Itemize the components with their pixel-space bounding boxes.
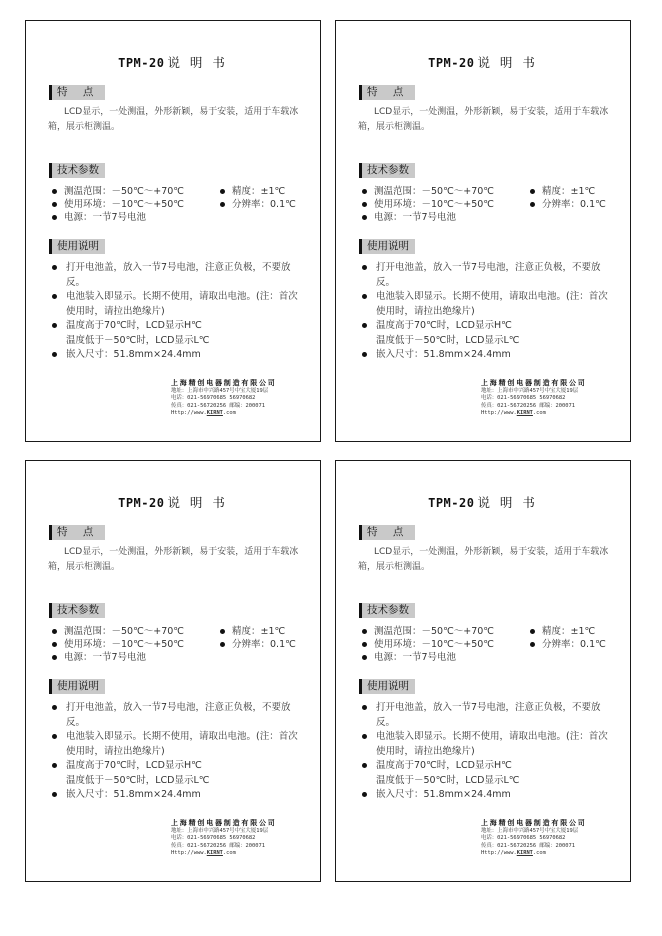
manual-title: [26, 53, 320, 71]
web-prefix: Http://www.: [481, 850, 517, 857]
spec-power: 电源：一节7号电池: [374, 652, 457, 663]
company-fax: 传真：021-56720256 邮编：200071: [171, 842, 266, 849]
spec-env: 使用环境：－10℃～+50℃: [64, 639, 184, 650]
manual-title: [336, 493, 630, 511]
usage-heading: 使用说明: [49, 239, 105, 254]
web-suffix: .com: [222, 850, 236, 857]
spec-row: [362, 638, 612, 651]
manual-card-3: [25, 460, 321, 882]
company-fax: 传真：021-56720256 邮编：200071: [481, 402, 576, 409]
usage-item: 打开电池盖，放入一节7号电池，注意正负极，不要放反。: [52, 261, 306, 290]
spec-power: 电源：一节7号电池: [64, 212, 147, 223]
features-text: LCD显示，一处测温，外形新颖，易于安装，适用于车载冰箱，展示柜测温。: [48, 547, 299, 572]
usage-item: 嵌入尺寸：51.8mm×24.4mm: [52, 788, 306, 803]
usage-item: 温度高于70℃时，LCD显示H℃: [362, 759, 616, 774]
spec-row: [52, 211, 302, 224]
usage-list: [52, 701, 306, 803]
company-info: [171, 380, 311, 418]
features-heading: 特 点: [359, 85, 415, 100]
company-address: 地址：上海市中兴路457号中宝大厦19层: [481, 827, 579, 834]
company-info: [481, 380, 621, 418]
title-word: 说 明 书: [167, 495, 228, 510]
company-fax: 传真：021-56720256 邮编：200071: [481, 842, 576, 849]
company-info: [481, 820, 621, 858]
company-website: [171, 410, 311, 418]
company-name: 上海精创电器制造有限公司: [171, 819, 277, 827]
spec-env: 使用环境：－10℃～+50℃: [374, 199, 494, 210]
spec-row: [52, 651, 302, 664]
usage-list: [52, 261, 306, 363]
spec-resolution: 分辨率：0.1℃: [530, 198, 606, 211]
usage-item: 打开电池盖，放入一节7号电池，注意正负极，不要放反。: [362, 261, 616, 290]
spec-row: [52, 625, 302, 638]
web-suffix: .com: [532, 850, 546, 857]
spec-range: 测温范围：－50℃～+70℃: [374, 186, 494, 197]
features-heading: 特 点: [49, 85, 105, 100]
features-heading: 特 点: [359, 525, 415, 540]
company-address: 地址：上海市中兴路457号中宝大厦19层: [171, 387, 269, 394]
usage-item: 温度低于－50℃时，LCD显示L℃: [66, 334, 210, 346]
manual-title: [26, 493, 320, 511]
company-phone: 电话：021-56970685 56970682: [171, 835, 256, 842]
spec-row: [362, 198, 612, 211]
specs-list: [362, 625, 612, 664]
web-brand: KIRNT: [206, 850, 223, 857]
spec-row: [52, 638, 302, 651]
specs-heading: 技术参数: [49, 603, 105, 618]
usage-item: 打开电池盖，放入一节7号电池，注意正负极，不要放反。: [52, 701, 306, 730]
usage-heading: 使用说明: [359, 239, 415, 254]
specs-list: [52, 185, 302, 224]
spec-precision: 精度：±1℃: [530, 185, 595, 198]
company-address: 地址：上海市中兴路457号中宝大厦19层: [481, 387, 579, 394]
spec-power: 电源：一节7号电池: [64, 652, 147, 663]
features-text: LCD显示，一处测温，外形新颖，易于安装，适用于车载冰箱，展示柜测温。: [48, 107, 299, 132]
web-prefix: Http://www.: [171, 410, 207, 417]
spec-precision: 精度：±1℃: [220, 185, 285, 198]
usage-heading: 使用说明: [49, 679, 105, 694]
usage-item: 温度高于70℃时，LCD显示H℃: [52, 759, 306, 774]
manual-title: [336, 53, 630, 71]
manual-card-4: [335, 460, 631, 882]
model-number: TPM-20: [118, 56, 165, 70]
spec-range: 测温范围：－50℃～+70℃: [64, 186, 184, 197]
features-heading: 特 点: [49, 525, 105, 540]
spec-env: 使用环境：－10℃～+50℃: [374, 639, 494, 650]
usage-item: 打开电池盖，放入一节7号电池，注意正负极，不要放反。: [362, 701, 616, 730]
usage-list: [362, 261, 616, 363]
spec-row: [52, 185, 302, 198]
spec-power: 电源：一节7号电池: [374, 212, 457, 223]
web-prefix: Http://www.: [481, 410, 517, 417]
spec-precision: 精度：±1℃: [220, 625, 285, 638]
company-website: [481, 850, 621, 858]
spec-resolution: 分辨率：0.1℃: [530, 638, 606, 651]
company-info: [171, 820, 311, 858]
spec-precision: 精度：±1℃: [530, 625, 595, 638]
usage-item: 电池装入即显示。长期不使用，请取出电池。(注：首次使用时，请拉出绝缘片): [52, 730, 306, 759]
title-word: 说 明 书: [477, 55, 538, 70]
spec-resolution: 分辨率：0.1℃: [220, 198, 296, 211]
usage-item: 电池装入即显示。长期不使用，请取出电池。(注：首次使用时，请拉出绝缘片): [52, 290, 306, 319]
company-phone: 电话：021-56970685 56970682: [481, 395, 566, 402]
company-phone: 电话：021-56970685 56970682: [171, 395, 256, 402]
spec-row: [362, 185, 612, 198]
model-number: TPM-20: [428, 56, 475, 70]
usage-item: 嵌入尺寸：51.8mm×24.4mm: [362, 348, 616, 363]
web-brand: KIRNT: [206, 410, 223, 417]
usage-list: [362, 701, 616, 803]
specs-heading: 技术参数: [359, 163, 415, 178]
web-brand: KIRNT: [516, 850, 533, 857]
company-address: 地址：上海市中兴路457号中宝大厦19层: [171, 827, 269, 834]
model-number: TPM-20: [118, 496, 165, 510]
usage-heading: 使用说明: [359, 679, 415, 694]
company-phone: 电话：021-56970685 56970682: [481, 835, 566, 842]
title-word: 说 明 书: [167, 55, 228, 70]
web-suffix: .com: [532, 410, 546, 417]
spec-row: [362, 625, 612, 638]
specs-list: [52, 625, 302, 664]
company-website: [171, 850, 311, 858]
usage-item: 温度低于－50℃时，LCD显示L℃: [376, 774, 520, 786]
usage-item: 温度低于－50℃时，LCD显示L℃: [66, 774, 210, 786]
usage-item: 嵌入尺寸：51.8mm×24.4mm: [362, 788, 616, 803]
spec-row: [362, 211, 612, 224]
specs-heading: 技术参数: [359, 603, 415, 618]
company-fax: 传真：021-56720256 邮编：200071: [171, 402, 266, 409]
specs-heading: 技术参数: [49, 163, 105, 178]
features-text: LCD显示，一处测温，外形新颖，易于安装，适用于车载冰箱，展示柜测温。: [358, 547, 609, 572]
spec-row: [52, 198, 302, 211]
company-name: 上海精创电器制造有限公司: [171, 379, 277, 387]
model-number: TPM-20: [428, 496, 475, 510]
specs-list: [362, 185, 612, 224]
manual-card-1: [25, 20, 321, 442]
features-text: LCD显示，一处测温，外形新颖，易于安装，适用于车载冰箱，展示柜测温。: [358, 107, 609, 132]
company-name: 上海精创电器制造有限公司: [481, 819, 587, 827]
title-word: 说 明 书: [477, 495, 538, 510]
web-brand: KIRNT: [516, 410, 533, 417]
spec-resolution: 分辨率：0.1℃: [220, 638, 296, 651]
usage-item: 温度高于70℃时，LCD显示H℃: [362, 319, 616, 334]
manual-card-2: [335, 20, 631, 442]
usage-item: 嵌入尺寸：51.8mm×24.4mm: [52, 348, 306, 363]
usage-item: 温度低于－50℃时，LCD显示L℃: [376, 334, 520, 346]
web-suffix: .com: [222, 410, 236, 417]
spec-range: 测温范围：－50℃～+70℃: [64, 626, 184, 637]
usage-item: 电池装入即显示。长期不使用，请取出电池。(注：首次使用时，请拉出绝缘片): [362, 730, 616, 759]
company-website: [481, 410, 621, 418]
web-prefix: Http://www.: [171, 850, 207, 857]
usage-item: 温度高于70℃时，LCD显示H℃: [52, 319, 306, 334]
spec-row: [362, 651, 612, 664]
spec-range: 测温范围：－50℃～+70℃: [374, 626, 494, 637]
spec-env: 使用环境：－10℃～+50℃: [64, 199, 184, 210]
company-name: 上海精创电器制造有限公司: [481, 379, 587, 387]
usage-item: 电池装入即显示。长期不使用，请取出电池。(注：首次使用时，请拉出绝缘片): [362, 290, 616, 319]
